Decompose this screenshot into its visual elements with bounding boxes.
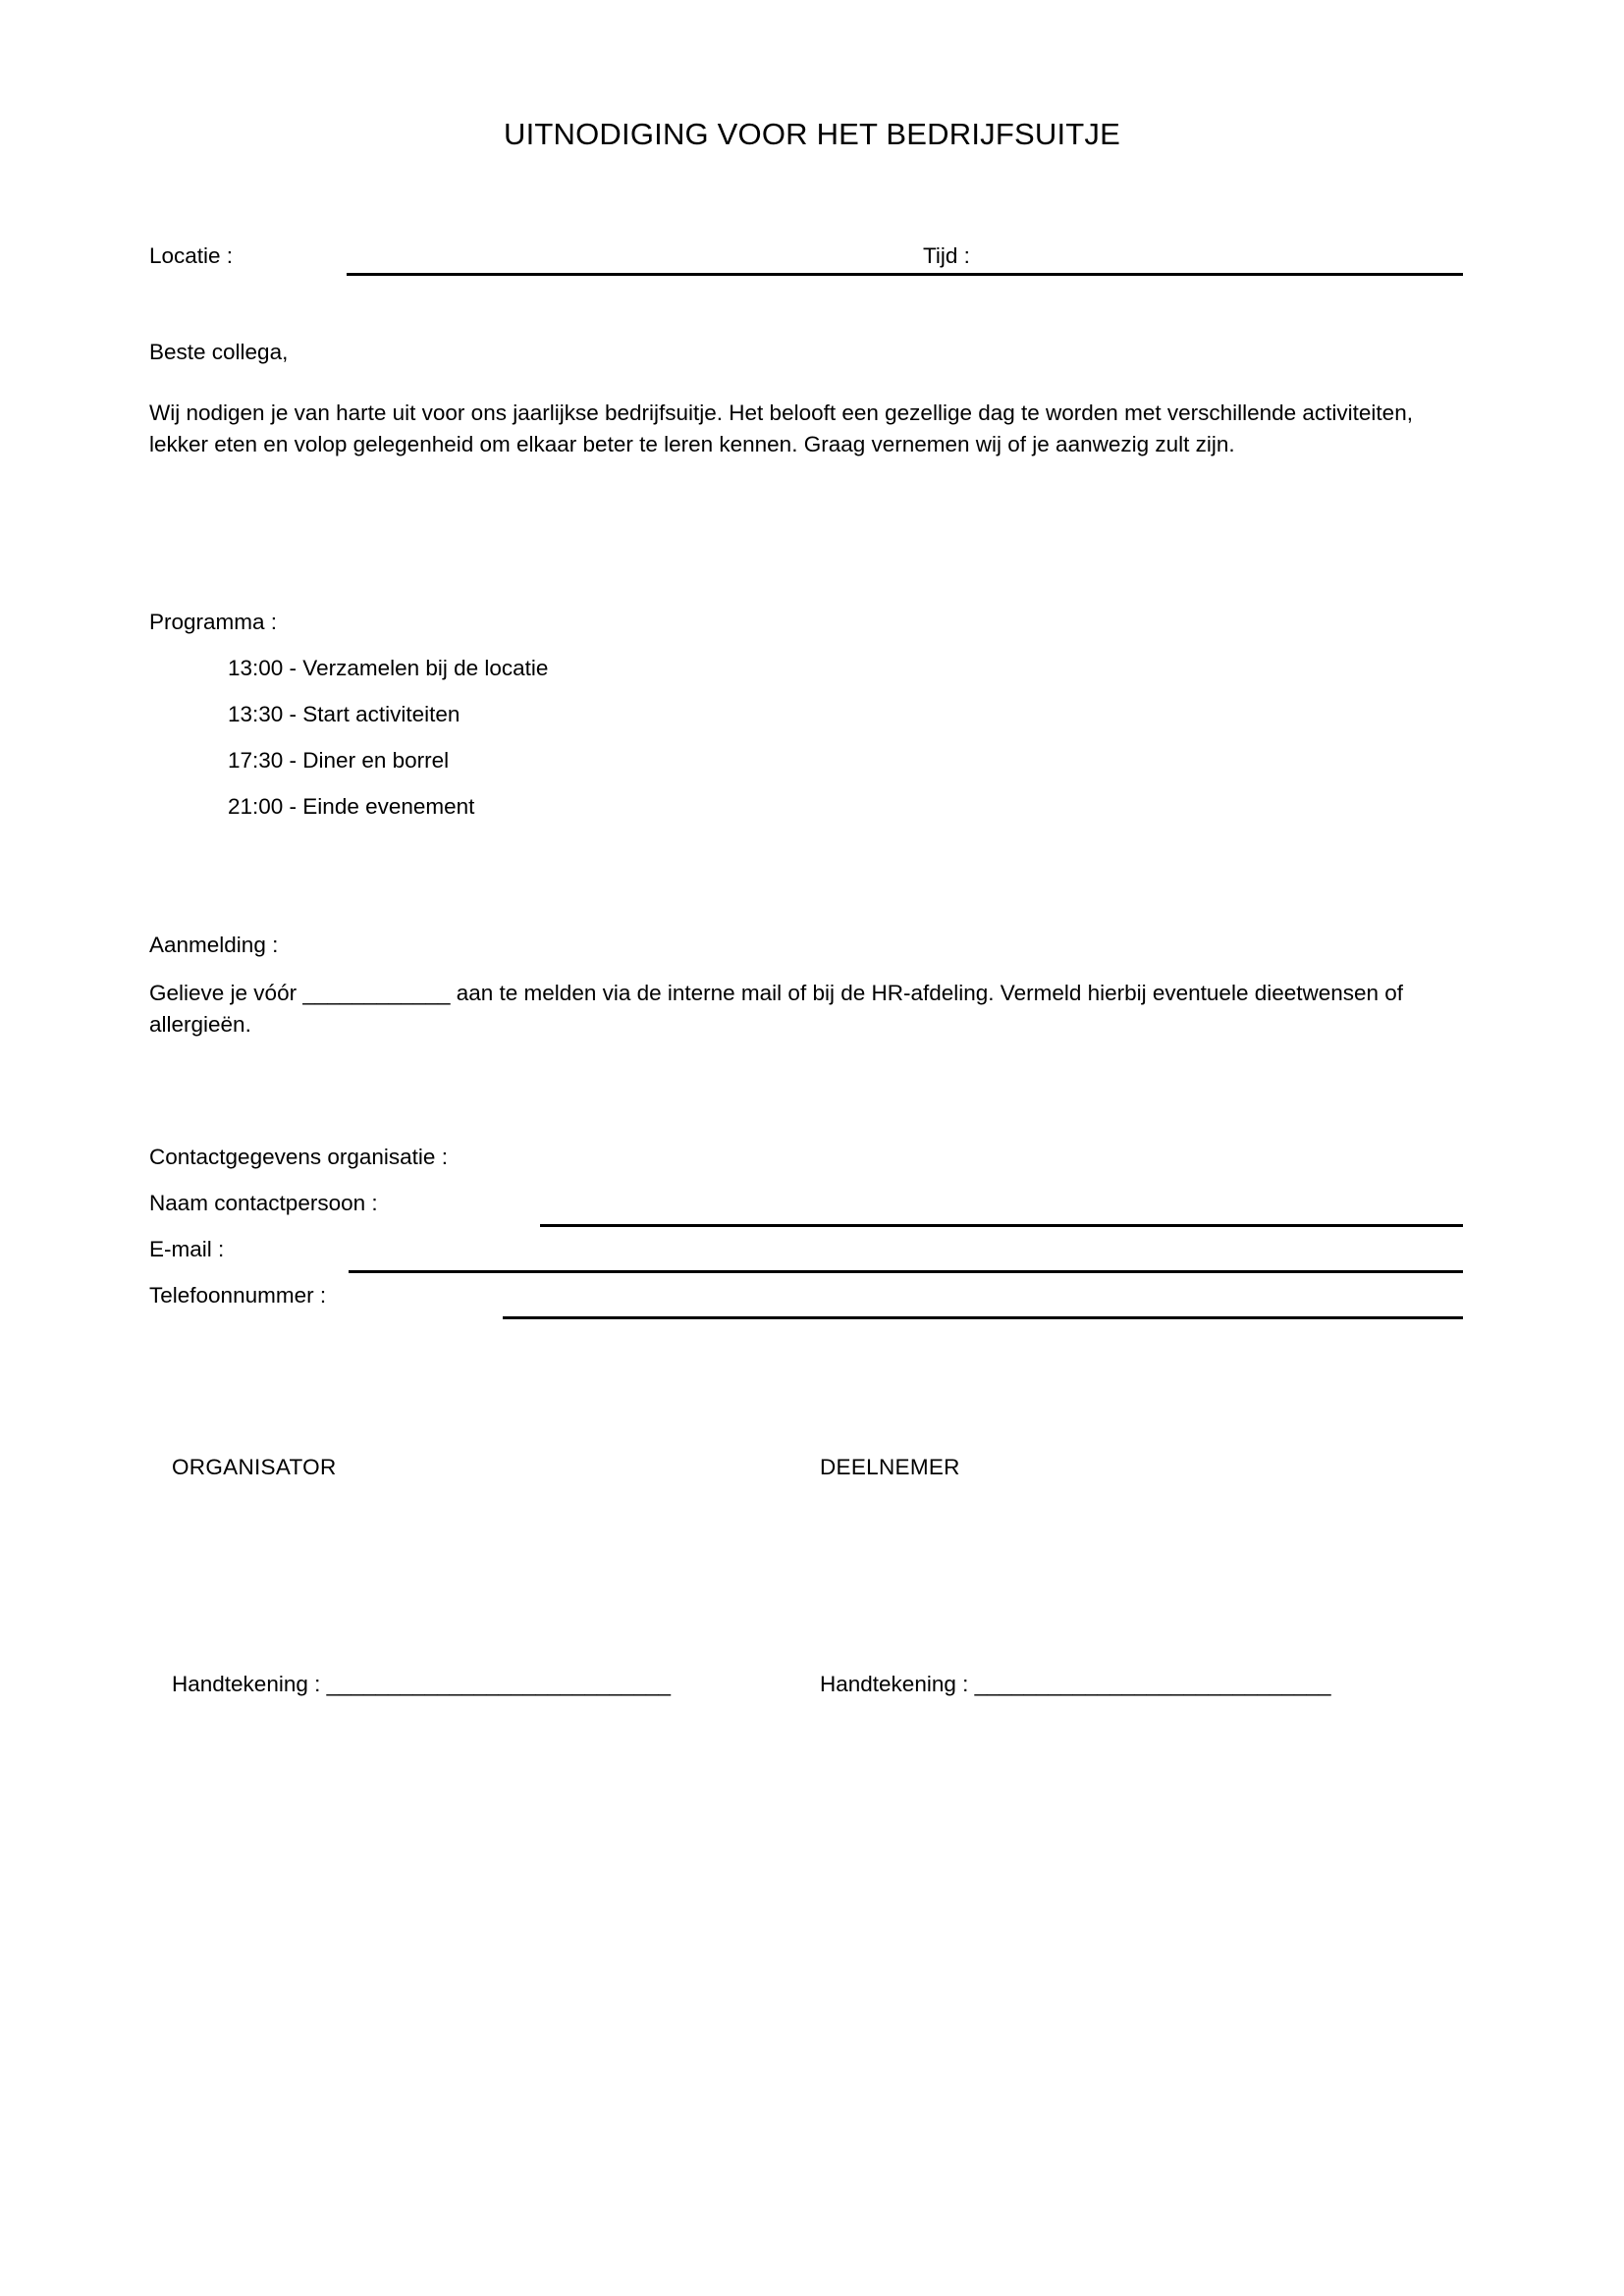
deelnemer-signature-line[interactable]: Handtekening : _____________________________ — [820, 1672, 1331, 1696]
page-title: UITNODIGING VOOR HET BEDRIJFSUITJE — [504, 117, 1120, 151]
locatie-tijd-input-rule[interactable] — [347, 273, 1463, 276]
intro-paragraph: Wij nodigen je van harte uit voor ons jaarlijkse bedrijfsuitje. Het belooft een gezellige dag te worden met verschillende activiteiten, lekker eten en volop gelegenheid om elkaar beter te leren kennen. Graag vernemen wij of je aanwezig zult zijn. — [149, 400, 1413, 456]
organisator-heading: ORGANISATOR — [172, 1455, 337, 1479]
contact-naam-input-rule[interactable] — [540, 1224, 1463, 1227]
aanmelding-text: Gelieve je vóór ____________ aan te melden via de interne mail of bij de HR-afdeling. Vermeld hierbij eventuele dieetwensen of allergieën. — [149, 981, 1404, 1037]
deelnemer-heading: DEELNEMER — [820, 1455, 960, 1479]
programma-item: 17:30 - Diner en borrel — [228, 748, 450, 773]
contact-email-input-rule[interactable] — [349, 1270, 1463, 1273]
contact-heading: Contactgegevens organisatie : — [149, 1145, 448, 1169]
contact-telefoon-input-rule[interactable] — [503, 1316, 1463, 1319]
contact-naam-label: Naam contactpersoon : — [149, 1191, 378, 1215]
greeting-text: Beste collega, — [149, 340, 289, 364]
organisator-signature-line[interactable]: Handtekening : ____________________________ — [172, 1672, 671, 1696]
contact-telefoon-label: Telefoonnummer : — [149, 1283, 327, 1308]
locatie-label: Locatie : — [149, 243, 234, 268]
aanmelding-heading: Aanmelding : — [149, 933, 279, 957]
programma-item: 13:00 - Verzamelen bij de locatie — [228, 656, 549, 680]
programma-item: 13:30 - Start activiteiten — [228, 702, 460, 726]
programma-item: 21:00 - Einde evenement — [228, 794, 475, 819]
contact-email-label: E-mail : — [149, 1237, 225, 1261]
programma-heading: Programma : — [149, 610, 278, 634]
tijd-label: Tijd : — [923, 243, 970, 268]
